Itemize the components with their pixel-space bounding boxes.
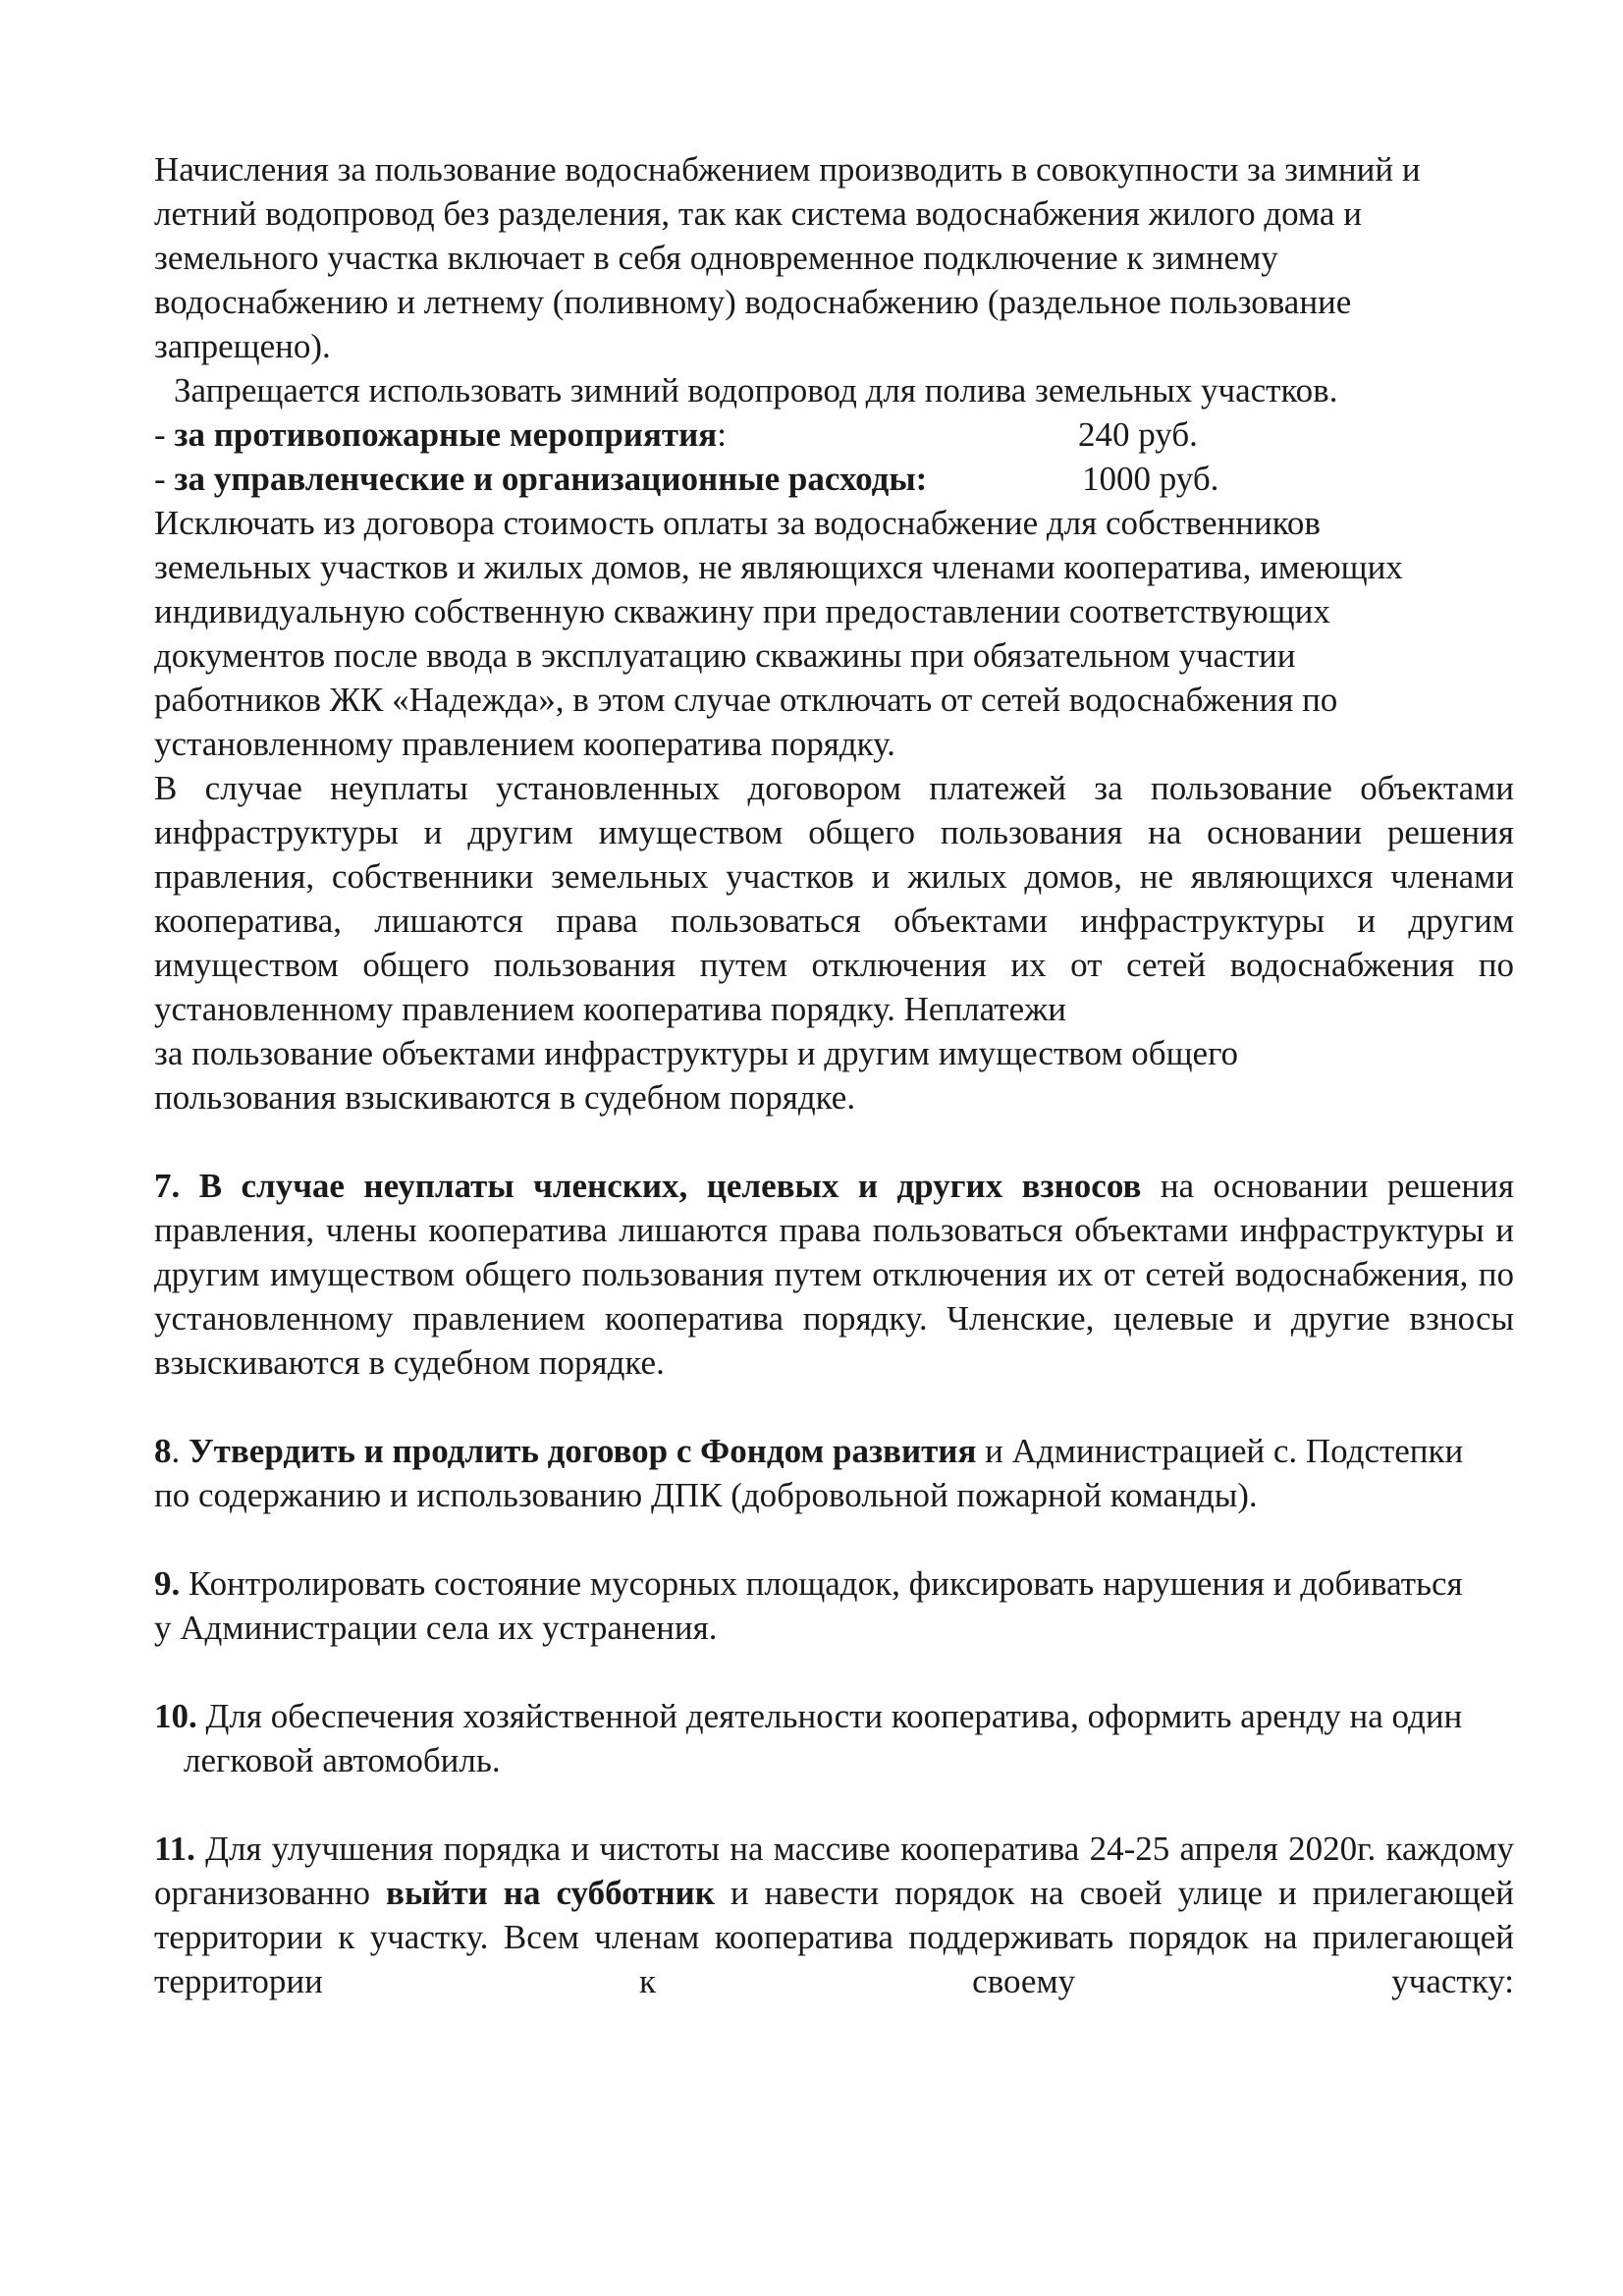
fee-row-management — [154, 457, 1514, 501]
fee-dash: - — [154, 460, 175, 498]
paragraph-nonpayment-court: за пользование объектами инфраструктуры и другим имуществом общего пользования взыскиваются в судебном порядке. — [154, 1034, 1239, 1117]
item-8 — [154, 1429, 1470, 1517]
fee-label-fire: за противопожарные мероприятия — [174, 415, 718, 454]
item-7 — [154, 1164, 1514, 1385]
item-8-sep: . — [171, 1432, 189, 1470]
fee-label-management: за управленческие и организационные расходы: — [174, 460, 928, 498]
item-7-heading: В случае неуплаты членских, целевых и других взносов — [198, 1167, 1142, 1205]
item-7-number: 7. — [154, 1167, 181, 1205]
item-9-number: 9. — [154, 1564, 181, 1603]
item-9-text: Контролировать состояние мусорных площадок, фиксировать нарушения и добиваться у Администрации села их устранения. — [154, 1564, 1463, 1647]
item-11-text-b: и навести порядок на своей улице и прилегающей территории к участку. Всем членам кооператива поддерживать порядок на прилегающей территории к своему участку: — [154, 1874, 1514, 2000]
paragraph-well-exclusion: Исключать из договора стоимость оплаты за водоснабжение для собственников земельных участков и жилых домов, не являющихся членами кооператива, имеющих индивидуальную собственную скважину при предоставлении соответствующих документов после ввода в эксплуатацию скважины при обязательном участии работников ЖК «Надежда», в этом случае отключать от сетей водоснабжения по установленному правлением кооператива порядку. — [154, 504, 1403, 763]
fee-dash: - — [154, 415, 175, 454]
fee-price-fire: 240 руб. — [1078, 415, 1198, 454]
item-8-heading: Утвердить и продлить договор с Фондом развития — [189, 1432, 977, 1470]
item-7-text: на основании решения правления, члены кооператива лишаются права пользоваться объектами инфраструктуры и другим имуществом общего пользования путем отключения их от сетей водоснабжения, по установленному правлением кооператива порядку. Членские, целевые и другие взносы взыскиваются в судебном порядке. — [154, 1167, 1514, 1382]
item-8-text: и Администрацией с. Подстепки по содержанию и использованию ДПК (добровольной пожарной команды). — [154, 1432, 1464, 1514]
paragraph-water-prohibition: Запрещается использовать зимний водопровод для полива земельных участков. — [174, 371, 1338, 410]
item-10-number: 10. — [154, 1697, 197, 1735]
document-page — [154, 147, 1514, 2003]
item-11-highlight: выйти на субботник — [386, 1874, 715, 1912]
item-11 — [154, 1827, 1514, 2003]
item-10 — [154, 1694, 1519, 1782]
fee-price-management: 1000 руб. — [1082, 460, 1219, 498]
item-11-text-a: Для улучшения порядка и чистоты на массиве кооператива 24-25 апреля 2020г. каждому организованно — [154, 1830, 1514, 1912]
item-11-number: 11. — [154, 1830, 195, 1868]
paragraph-nonpayment-owners: В случае неуплаты установленных договором платежей за пользование объектами инфраструктуры и другим имуществом общего пользования на основании решения правления, собственники земельных участков и жилых домов, не являющихся членами кооператива, лишаются права пользоваться объектами инфраструктуры и другим имуществом общего пользования путем отключения их от сетей водоснабжения по установленному правлением кооператива порядку. Неплатежи — [154, 769, 1514, 1028]
item-10-text: Для обеспечения хозяйственной деятельности кооператива, оформить аренду на один легковой автомобиль. — [184, 1697, 1463, 1779]
fee-row-fire — [154, 412, 1514, 457]
item-9 — [154, 1561, 1470, 1650]
paragraph-water-charges: Начисления за пользование водоснабжением производить в совокупности за зимний и летний водопровод без разделения, так как система водоснабжения жилого дома и земельного участка включает в себя одновременное подключение к зимнему водоснабжению и летнему (поливному) водоснабжению (раздельное пользование запрещено). — [154, 150, 1421, 365]
item-8-number: 8 — [154, 1432, 172, 1470]
fee-suffix: : — [717, 415, 727, 454]
